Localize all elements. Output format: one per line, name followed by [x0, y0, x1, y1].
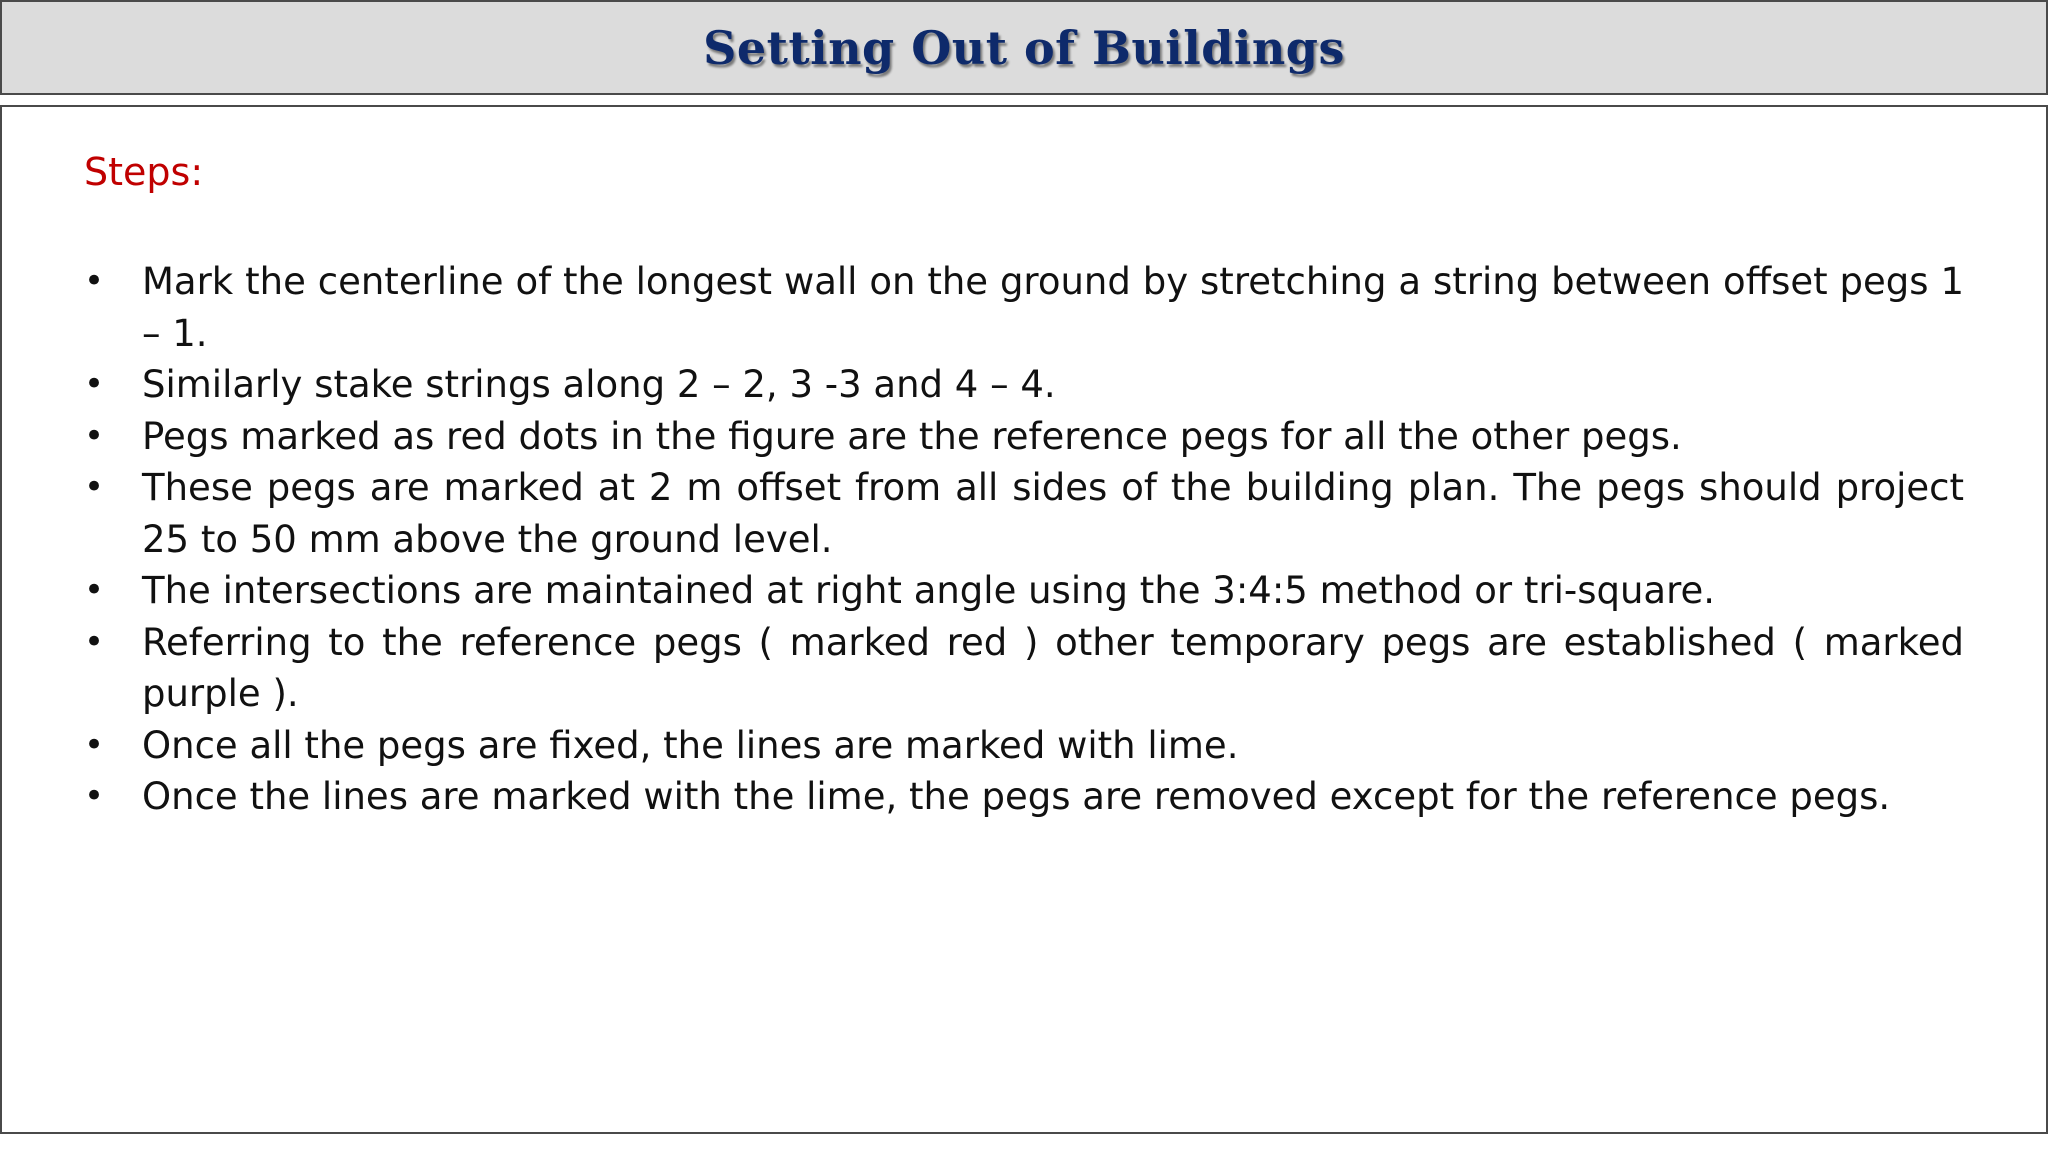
bullet-icon: • [84, 415, 105, 456]
step-item [84, 771, 1964, 823]
steps-heading: Steps: [84, 150, 204, 194]
title-bar [0, 0, 2048, 95]
step-text: Once all the pegs are fixed, the lines are marked with lime. [142, 723, 1239, 767]
bullet-icon: • [84, 467, 105, 507]
step-text: Once the lines are marked with the lime, the pegs are removed except for the reference pegs. [142, 775, 1891, 818]
step-text: These pegs are marked at 2 m offset from all sides of the building plan. The pegs should project 25 to 50 mm above the ground level. [142, 466, 1964, 561]
step-item [84, 617, 1964, 720]
bullet-icon: • [84, 364, 105, 404]
bullet-icon: • [84, 570, 105, 610]
step-item [84, 359, 1964, 411]
step-text: Mark the centerline of the longest wall on the ground by stretching a string between offset pegs 1 – 1. [142, 260, 1964, 355]
step-text: The intersections are maintained at right angle using the 3:4:5 method or tri-square. [142, 569, 1716, 612]
step-item [84, 256, 1964, 359]
bullet-icon: • [84, 776, 105, 816]
bullet-icon: • [84, 261, 105, 301]
bullet-icon: • [84, 724, 105, 765]
step-text: Referring to the reference pegs ( marked red ) other temporary pegs are established ( marked purple ). [142, 620, 1964, 715]
bullet-icon: • [84, 621, 105, 662]
step-item [84, 565, 1964, 617]
step-item [84, 462, 1964, 565]
slide-title: Setting Out of Buildings [703, 20, 1345, 75]
step-item [84, 411, 1964, 463]
step-text: Similarly stake strings along 2 – 2, 3 -3 and 4 – 4. [142, 363, 1056, 406]
step-item [84, 720, 1964, 772]
step-text: Pegs marked as red dots in the figure are the reference pegs for all the other pegs. [142, 414, 1682, 458]
steps-list [84, 256, 1964, 823]
